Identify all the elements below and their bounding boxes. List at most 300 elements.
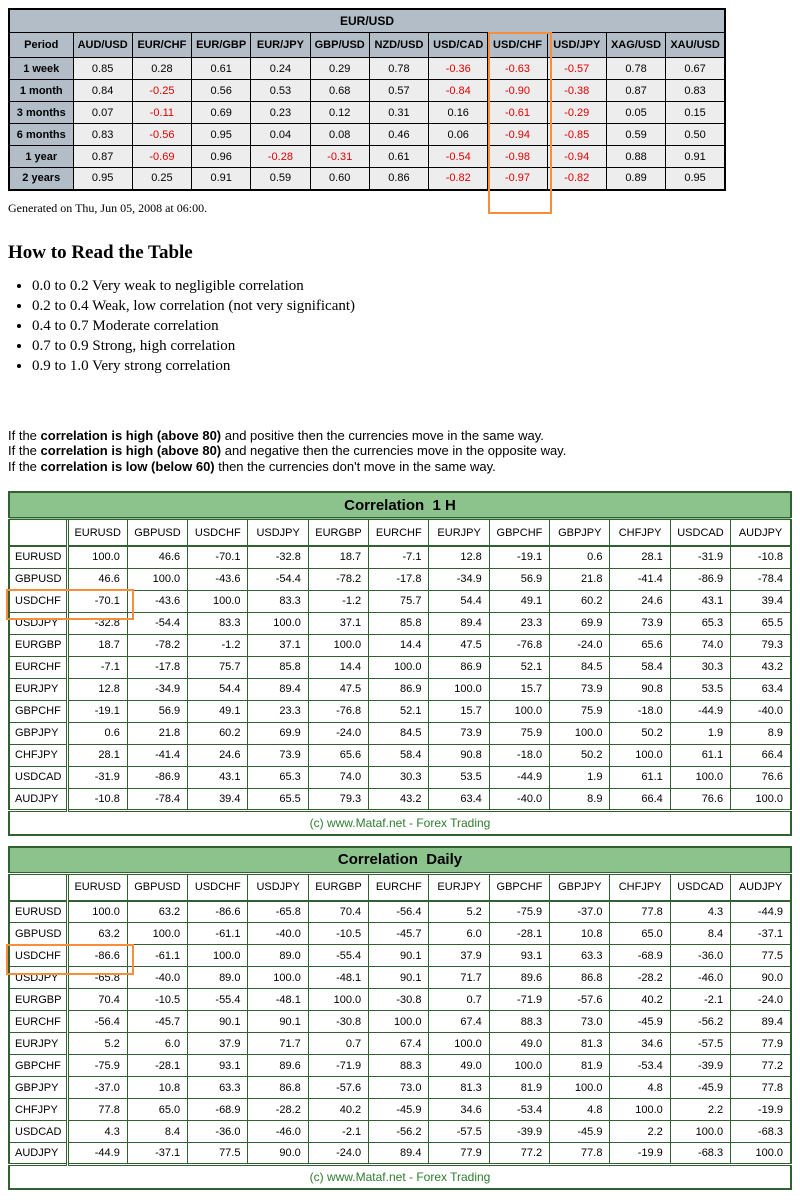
cell: 0.67 (666, 58, 725, 80)
explanation-text: If the (8, 443, 41, 458)
cell: -56.2 (670, 1011, 730, 1033)
row-label: EURJPY (9, 678, 67, 700)
cell: -0.54 (429, 146, 488, 168)
cell: -86.9 (127, 766, 187, 788)
cell: 81.9 (489, 1077, 549, 1099)
cell: -19.9 (731, 1099, 791, 1121)
cell: -54.4 (127, 612, 187, 634)
cell: -75.9 (489, 901, 549, 923)
cell: 4.3 (670, 901, 730, 923)
cell: -0.31 (310, 146, 369, 168)
cell: -37.0 (67, 1077, 127, 1099)
cell: 30.3 (369, 766, 429, 788)
column-header-eurchf: EURCHF (369, 519, 429, 547)
cell: -86.6 (188, 901, 248, 923)
explanation-text: If the (8, 427, 41, 443)
cell: 0.31 (369, 102, 428, 124)
cell: -68.9 (188, 1099, 248, 1121)
cell: -39.9 (670, 1055, 730, 1077)
correlation-1h-table (8, 491, 792, 836)
table-row-usdchf (9, 590, 791, 612)
cell: -18.0 (610, 700, 670, 722)
cell: 12.8 (67, 678, 127, 700)
cell: -56.4 (67, 1011, 127, 1033)
cell: -57.5 (429, 1121, 489, 1143)
cell: 14.4 (369, 634, 429, 656)
cell: 0.86 (369, 168, 428, 190)
row-label: USDJPY (9, 612, 67, 634)
cell: 73.9 (248, 744, 308, 766)
correlation-1h-title-row (9, 492, 791, 519)
cell: -28.2 (248, 1099, 308, 1121)
cell: 14.4 (308, 656, 368, 678)
cell: 0.28 (132, 58, 191, 80)
row-label: EURGBP (9, 634, 67, 656)
cell: 100.0 (550, 1077, 610, 1099)
cell: -0.28 (251, 146, 310, 168)
cell: -0.25 (132, 80, 191, 102)
cell: 77.2 (731, 1055, 791, 1077)
corner-cell (9, 519, 67, 547)
cell: 56.9 (489, 568, 549, 590)
eurusd-period-correlation-table (8, 8, 726, 191)
column-header-eurusd: EURUSD (67, 873, 127, 901)
cell: -45.9 (369, 1099, 429, 1121)
table-row-usdcad (9, 1121, 791, 1143)
cell: 0.59 (606, 124, 665, 146)
column-header-usd-cad: USD/CAD (429, 33, 488, 58)
table-row-gbpusd (9, 923, 791, 945)
cell: -36.0 (188, 1121, 248, 1143)
how-to-read-title: How to Read the Table (8, 241, 193, 263)
row-label: 3 months (9, 102, 73, 124)
cell: 77.5 (731, 945, 791, 967)
cell: -31.9 (67, 766, 127, 788)
column-header-gbp-usd: GBP/USD (310, 33, 369, 58)
cell: -76.8 (489, 634, 549, 656)
cell: -76.8 (308, 700, 368, 722)
column-header-chfjpy: CHFJPY (610, 873, 670, 901)
cell: -32.8 (67, 612, 127, 634)
cell: 73.9 (429, 722, 489, 744)
cell: 100.0 (127, 923, 187, 945)
cell: 75.9 (550, 700, 610, 722)
explanation-bold: correlation is high (above 80) (40, 443, 222, 458)
cell: 0.23 (251, 102, 310, 124)
cell: 0.96 (192, 146, 251, 168)
cell: 90.0 (731, 967, 791, 989)
cell: -55.4 (188, 989, 248, 1011)
cell: 34.6 (610, 1033, 670, 1055)
cell: -34.9 (127, 678, 187, 700)
row-label: CHFJPY (9, 744, 67, 766)
row-label: EURCHF (9, 656, 67, 678)
cell: 85.8 (248, 656, 308, 678)
column-header-nzd-usd: NZD/USD (369, 33, 428, 58)
cell: 0.91 (666, 146, 725, 168)
cell: -43.6 (127, 590, 187, 612)
cell: -24.0 (731, 989, 791, 1011)
cell: 0.05 (606, 102, 665, 124)
cell: 66.4 (610, 788, 670, 810)
cell: -30.8 (369, 989, 429, 1011)
cell: -46.0 (248, 1121, 308, 1143)
cell: 84.5 (369, 722, 429, 744)
cell: 79.3 (308, 788, 368, 810)
cell: 65.0 (127, 1099, 187, 1121)
cell: 24.6 (610, 590, 670, 612)
cell: 89.6 (489, 967, 549, 989)
cell: 65.0 (610, 923, 670, 945)
cell: -0.94 (547, 146, 606, 168)
cell: 71.7 (248, 1033, 308, 1055)
cell: -18.0 (489, 744, 549, 766)
cell: 88.3 (369, 1055, 429, 1077)
cell: 0.78 (369, 58, 428, 80)
cell: 65.5 (248, 788, 308, 810)
cell: -44.9 (731, 901, 791, 923)
table-row-chfjpy (9, 744, 791, 766)
cell: -0.94 (488, 124, 547, 146)
cell: -48.1 (248, 989, 308, 1011)
correlation-1h-table-wrapper (8, 491, 792, 836)
cell: 100.0 (610, 1099, 670, 1121)
column-header-gbpchf: GBPCHF (489, 873, 549, 901)
column-header-aud-usd: AUD/USD (73, 33, 132, 58)
explanation-text: then the currencies don't move in the same way. (214, 458, 496, 474)
table-row-eurusd (9, 546, 791, 568)
cell: 0.89 (606, 168, 665, 190)
table-row-gbpchf (9, 700, 791, 722)
cell: 0.84 (73, 80, 132, 102)
cell: -37.0 (550, 901, 610, 923)
correlation-1h-title: Correlation 1 H (9, 492, 791, 519)
cell: -53.4 (610, 1055, 670, 1077)
explanation-text: and positive then the currencies move in the same way. (221, 427, 544, 443)
cell: -10.5 (308, 923, 368, 945)
correlation-daily-table-wrapper (8, 846, 792, 1191)
cell: -78.2 (308, 568, 368, 590)
column-header-chfjpy: CHFJPY (610, 519, 670, 547)
cell: 86.9 (369, 678, 429, 700)
cell: 65.5 (731, 612, 791, 634)
column-header-xag-usd: XAG/USD (606, 33, 665, 58)
cell: 4.3 (67, 1121, 127, 1143)
cell: -19.1 (67, 700, 127, 722)
cell: 77.8 (550, 1143, 610, 1165)
cell: -68.3 (670, 1143, 730, 1165)
table-row-1-week (9, 58, 725, 80)
cell: 0.29 (310, 58, 369, 80)
cell: 100.0 (489, 700, 549, 722)
row-label: EURCHF (9, 1011, 67, 1033)
cell: 73.9 (610, 612, 670, 634)
cell: 89.6 (248, 1055, 308, 1077)
correlation-1h-header-row (9, 519, 791, 547)
cell: 0.69 (192, 102, 251, 124)
cell: 90.1 (369, 945, 429, 967)
column-header-period: Period (9, 33, 73, 58)
cell: 75.7 (188, 656, 248, 678)
cell: -53.4 (489, 1099, 549, 1121)
cell: 0.95 (666, 168, 725, 190)
cell: 63.3 (550, 945, 610, 967)
cell: -0.29 (547, 102, 606, 124)
cell: 85.8 (369, 612, 429, 634)
cell: 0.95 (73, 168, 132, 190)
cell: 79.3 (731, 634, 791, 656)
cell: -0.98 (488, 146, 547, 168)
cell: 0.25 (132, 168, 191, 190)
explanation-text: If the (8, 458, 41, 474)
cell: 90.8 (429, 744, 489, 766)
cell: 0.88 (606, 146, 665, 168)
cell: 0.78 (606, 58, 665, 80)
cell: 6.0 (127, 1033, 187, 1055)
cell: 0.24 (251, 58, 310, 80)
cell: 2.2 (610, 1121, 670, 1143)
cell: 0.83 (666, 80, 725, 102)
cell: 0.15 (666, 102, 725, 124)
cell: 100.0 (188, 590, 248, 612)
cell: 63.4 (429, 788, 489, 810)
table-row-eurgbp (9, 634, 791, 656)
cell: 50.2 (550, 744, 610, 766)
cell: 54.4 (188, 678, 248, 700)
cell: -44.9 (67, 1143, 127, 1165)
cell: -65.8 (67, 967, 127, 989)
cell: 100.0 (67, 546, 127, 568)
cell: 0.7 (429, 989, 489, 1011)
cell: 100.0 (731, 1143, 791, 1165)
cell: 65.6 (308, 744, 368, 766)
cell: -0.56 (132, 124, 191, 146)
cell: 65.3 (248, 766, 308, 788)
cell: 93.1 (489, 945, 549, 967)
pair-table-title: EUR/USD (9, 9, 725, 33)
cell: -31.9 (670, 546, 730, 568)
cell: -40.0 (489, 788, 549, 810)
cell: 100.0 (429, 1033, 489, 1055)
cell: -65.8 (248, 901, 308, 923)
cell: 65.3 (670, 612, 730, 634)
cell: 52.1 (489, 656, 549, 678)
cell: 90.1 (188, 1011, 248, 1033)
cell: -0.84 (429, 80, 488, 102)
cell: 65.6 (610, 634, 670, 656)
explanation-bold: correlation is high (above 80) (40, 427, 222, 443)
cell: -40.0 (731, 700, 791, 722)
cell: 88.3 (489, 1011, 549, 1033)
cell: 93.1 (188, 1055, 248, 1077)
cell: -70.1 (188, 546, 248, 568)
cell: 61.1 (670, 744, 730, 766)
column-header-usd-chf: USD/CHF (488, 33, 547, 58)
explanation-line (8, 459, 792, 475)
cell: 49.1 (489, 590, 549, 612)
row-label: GBPJPY (9, 722, 67, 744)
cell: 100.0 (369, 656, 429, 678)
cell: 100.0 (429, 678, 489, 700)
cell: 0.06 (429, 124, 488, 146)
pair-table-title-row (9, 9, 725, 33)
row-label: USDCHF (9, 590, 67, 612)
column-header-eurjpy: EURJPY (429, 873, 489, 901)
cell: 1.9 (670, 722, 730, 744)
cell: 67.4 (429, 1011, 489, 1033)
correlation-daily-footer-row (9, 1165, 791, 1190)
cell: 0.08 (310, 124, 369, 146)
cell: 100.0 (550, 722, 610, 744)
cell: -40.0 (248, 923, 308, 945)
cell: 24.6 (188, 744, 248, 766)
cell: 89.0 (188, 967, 248, 989)
cell: -32.8 (248, 546, 308, 568)
column-header-usdchf: USDCHF (188, 873, 248, 901)
cell: 0.6 (67, 722, 127, 744)
cell: 89.4 (731, 1011, 791, 1033)
cell: 100.0 (489, 1055, 549, 1077)
cell: 8.4 (127, 1121, 187, 1143)
cell: -0.97 (488, 168, 547, 190)
cell: -57.5 (670, 1033, 730, 1055)
cell: 60.2 (550, 590, 610, 612)
row-label: GBPJPY (9, 1077, 67, 1099)
row-label: USDCHF (9, 945, 67, 967)
cell: 21.8 (127, 722, 187, 744)
legend-item: • 0.0 to 0.2 Very weak to negligible correlation (32, 276, 792, 296)
cell: 40.2 (610, 989, 670, 1011)
cell: 0.61 (369, 146, 428, 168)
legend-item: • 0.4 to 0.7 Moderate correlation (32, 316, 792, 336)
cell: -34.9 (429, 568, 489, 590)
cell: 37.9 (429, 945, 489, 967)
table-row-gbpjpy (9, 1077, 791, 1099)
cell: 0.68 (310, 80, 369, 102)
cell: 90.1 (248, 1011, 308, 1033)
cell: -36.0 (670, 945, 730, 967)
cell: 0.85 (73, 58, 132, 80)
cell: -0.11 (132, 102, 191, 124)
cell: 50.2 (610, 722, 670, 744)
cell: 77.8 (610, 901, 670, 923)
cell: 77.8 (731, 1077, 791, 1099)
column-header-usdcad: USDCAD (670, 519, 730, 547)
generated-timestamp: Generated on Thu, Jun 05, 2008 at 06:00. (8, 200, 208, 215)
cell: -0.36 (429, 58, 488, 80)
cell: 0.6 (550, 546, 610, 568)
cell: 43.1 (188, 766, 248, 788)
cell: 89.4 (429, 612, 489, 634)
cell: 100.0 (248, 967, 308, 989)
cell: -1.2 (308, 590, 368, 612)
cell: -46.0 (670, 967, 730, 989)
cell: 53.5 (429, 766, 489, 788)
cell: 39.4 (731, 590, 791, 612)
cell: 0.50 (666, 124, 725, 146)
row-label: CHFJPY (9, 1099, 67, 1121)
cell: 63.4 (731, 678, 791, 700)
row-label: 6 months (9, 124, 73, 146)
explanation-bold: correlation is low (below 60) (40, 458, 215, 474)
cell: 89.4 (369, 1143, 429, 1165)
cell: 4.8 (550, 1099, 610, 1121)
cell: 90.8 (610, 678, 670, 700)
table-row-1-month (9, 80, 725, 102)
pair-table-header-row (9, 33, 725, 58)
cell: 71.7 (429, 967, 489, 989)
column-header-eur-gbp: EUR/GBP (192, 33, 251, 58)
cell: -78.4 (127, 788, 187, 810)
correlation-daily-title: Correlation Daily (9, 847, 791, 874)
row-label: EURUSD (9, 901, 67, 923)
correlation-daily-table (8, 846, 792, 1191)
cell: 100.0 (670, 1121, 730, 1143)
cell: 67.4 (369, 1033, 429, 1055)
cell: -78.2 (127, 634, 187, 656)
cell: 0.53 (251, 80, 310, 102)
cell: 5.2 (67, 1033, 127, 1055)
column-header-eurusd: EURUSD (67, 519, 127, 547)
cell: -45.9 (610, 1011, 670, 1033)
cell: 2.2 (670, 1099, 730, 1121)
cell: 8.4 (670, 923, 730, 945)
cell: -24.0 (308, 722, 368, 744)
cell: 18.7 (67, 634, 127, 656)
cell: 0.16 (429, 102, 488, 124)
cell: -41.4 (610, 568, 670, 590)
cell: -71.9 (489, 989, 549, 1011)
row-label: 1 year (9, 146, 73, 168)
cell: -19.1 (489, 546, 549, 568)
cell: 0.46 (369, 124, 428, 146)
cell: -55.4 (308, 945, 368, 967)
cell: 43.2 (369, 788, 429, 810)
cell: 0.91 (192, 168, 251, 190)
table-row-chfjpy (9, 1099, 791, 1121)
cell: -86.9 (670, 568, 730, 590)
cell: -28.1 (127, 1055, 187, 1077)
cell: 100.0 (610, 744, 670, 766)
cell: -40.0 (127, 967, 187, 989)
cell: -0.82 (429, 168, 488, 190)
legend-item: • 0.2 to 0.4 Weak, low correlation (not very significant) (32, 296, 792, 316)
cell: 23.3 (248, 700, 308, 722)
cell: 81.3 (429, 1077, 489, 1099)
cell: -0.63 (488, 58, 547, 80)
cell: 1.9 (550, 766, 610, 788)
cell: 90.1 (369, 967, 429, 989)
cell: -56.4 (369, 901, 429, 923)
cell: 75.7 (369, 590, 429, 612)
explanation-line (8, 428, 792, 444)
cell: -61.1 (188, 923, 248, 945)
table-row-6-months (9, 124, 725, 146)
cell: 86.8 (248, 1077, 308, 1099)
cell: 49.0 (429, 1055, 489, 1077)
cell: -39.9 (489, 1121, 549, 1143)
cell: -45.9 (670, 1077, 730, 1099)
cell: -19.9 (610, 1143, 670, 1165)
cell: 28.1 (610, 546, 670, 568)
cell: 40.2 (308, 1099, 368, 1121)
cell: -45.7 (127, 1011, 187, 1033)
cell: 100.0 (67, 901, 127, 923)
cell: -7.1 (369, 546, 429, 568)
cell: 5.2 (429, 901, 489, 923)
cell: -70.1 (67, 590, 127, 612)
row-label: GBPUSD (9, 923, 67, 945)
